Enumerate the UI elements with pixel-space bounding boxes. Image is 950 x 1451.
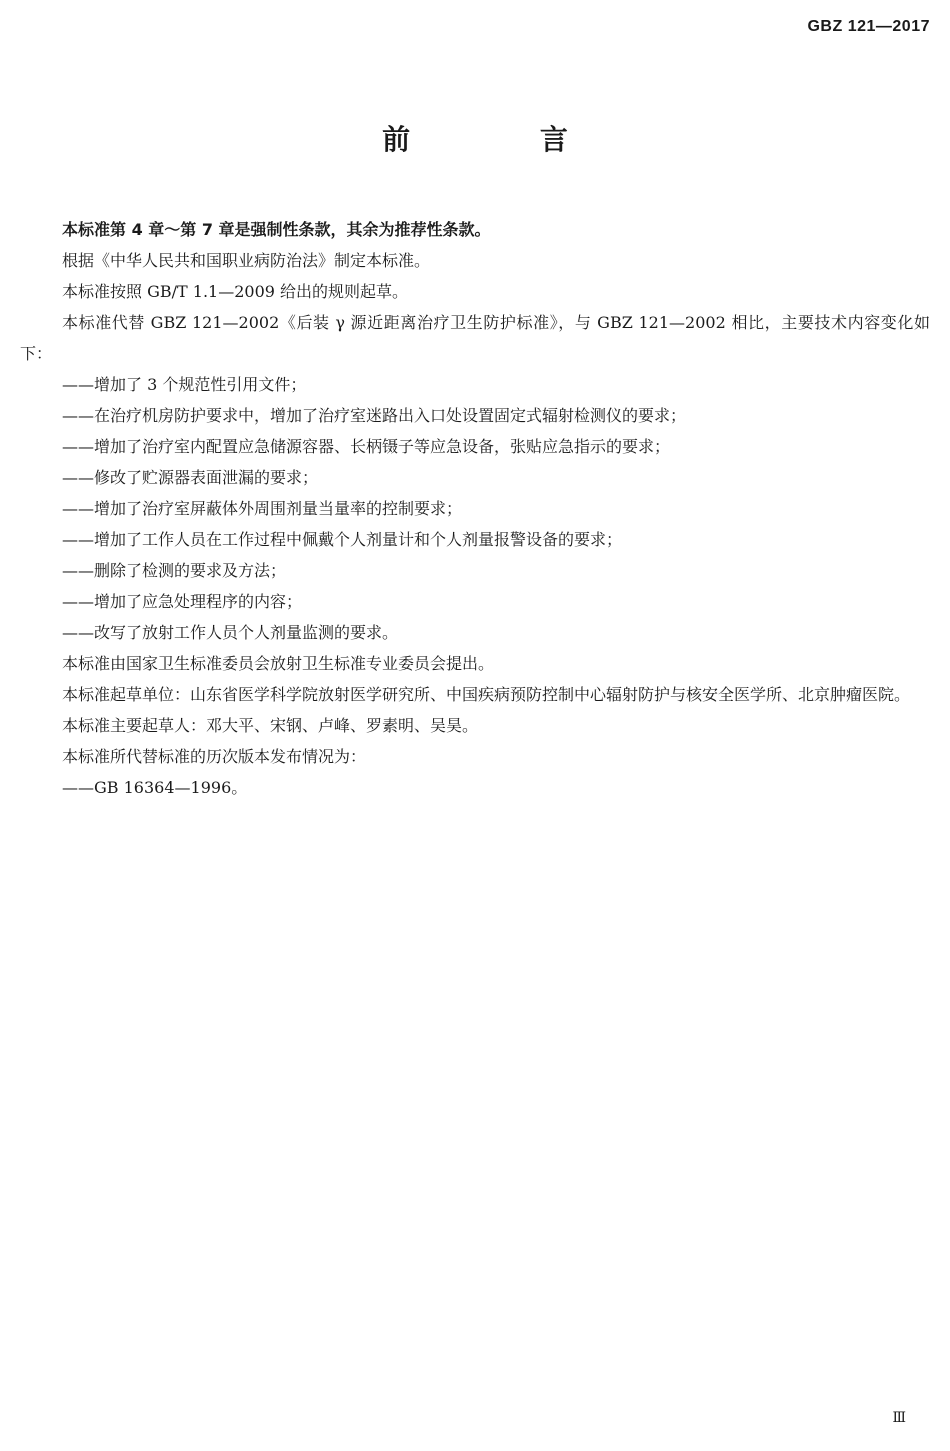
- change-list-item: ——在治疗机房防护要求中，增加了治疗室迷路出入口处设置固定式辐射检测仪的要求；: [62, 406, 687, 425]
- page-title: 前 言: [382, 123, 628, 156]
- change-list-item: ——增加了工作人员在工作过程中佩戴个人剂量计和个人剂量报警设备的要求；: [62, 530, 623, 549]
- page-number: Ⅲ: [892, 1410, 906, 1426]
- paragraph: 本标准代替 GBZ 121—2002《后装 γ 源近距离治疗卫生防护标准》，与 GBZ 121—2002 相比，主要技术内容变化如下：: [20, 313, 930, 363]
- paragraph: 本标准起草单位：山东省医学科学院放射医学研究所、中国疾病预防控制中心辐射防护与核安全医学所、北京肿瘤医院。: [62, 685, 911, 704]
- change-list-item: ——删除了检测的要求及方法；: [62, 561, 287, 580]
- history-list-item: ——GB 16364—1996。: [62, 778, 248, 797]
- paragraph: 本标准由国家卫生标准委员会放射卫生标准专业委员会提出。: [62, 654, 495, 673]
- change-list-item: ——增加了 3 个规范性引用文件；: [62, 375, 307, 394]
- mandatory-clause-paragraph: 本标准第 4 章～第 7 章是强制性条款，其余为推荐性条款。: [62, 220, 491, 239]
- change-list-item: ——增加了治疗室屏蔽体外周围剂量当量率的控制要求；: [62, 499, 463, 518]
- paragraph: 本标准按照 GB/T 1.1—2009 给出的规则起草。: [62, 282, 409, 301]
- change-list-item: ——改写了放射工作人员个人剂量监测的要求。: [62, 623, 399, 642]
- change-list-item: ——增加了应急处理程序的内容；: [62, 592, 303, 611]
- paragraph: 本标准主要起草人：邓大平、宋钢、卢峰、罗素明、吴昊。: [62, 716, 479, 735]
- change-list-item: ——修改了贮源器表面泄漏的要求；: [62, 468, 319, 487]
- paragraph: 本标准所代替标准的历次版本发布情况为：: [62, 747, 367, 766]
- standard-code: GBZ 121—2017: [807, 18, 930, 35]
- paragraph: 根据《中华人民共和国职业病防治法》制定本标准。: [62, 251, 431, 270]
- document-body: [20, 214, 930, 803]
- change-list-item: ——增加了治疗室内配置应急储源容器、长柄镊子等应急设备，张贴应急指示的要求；: [62, 437, 671, 456]
